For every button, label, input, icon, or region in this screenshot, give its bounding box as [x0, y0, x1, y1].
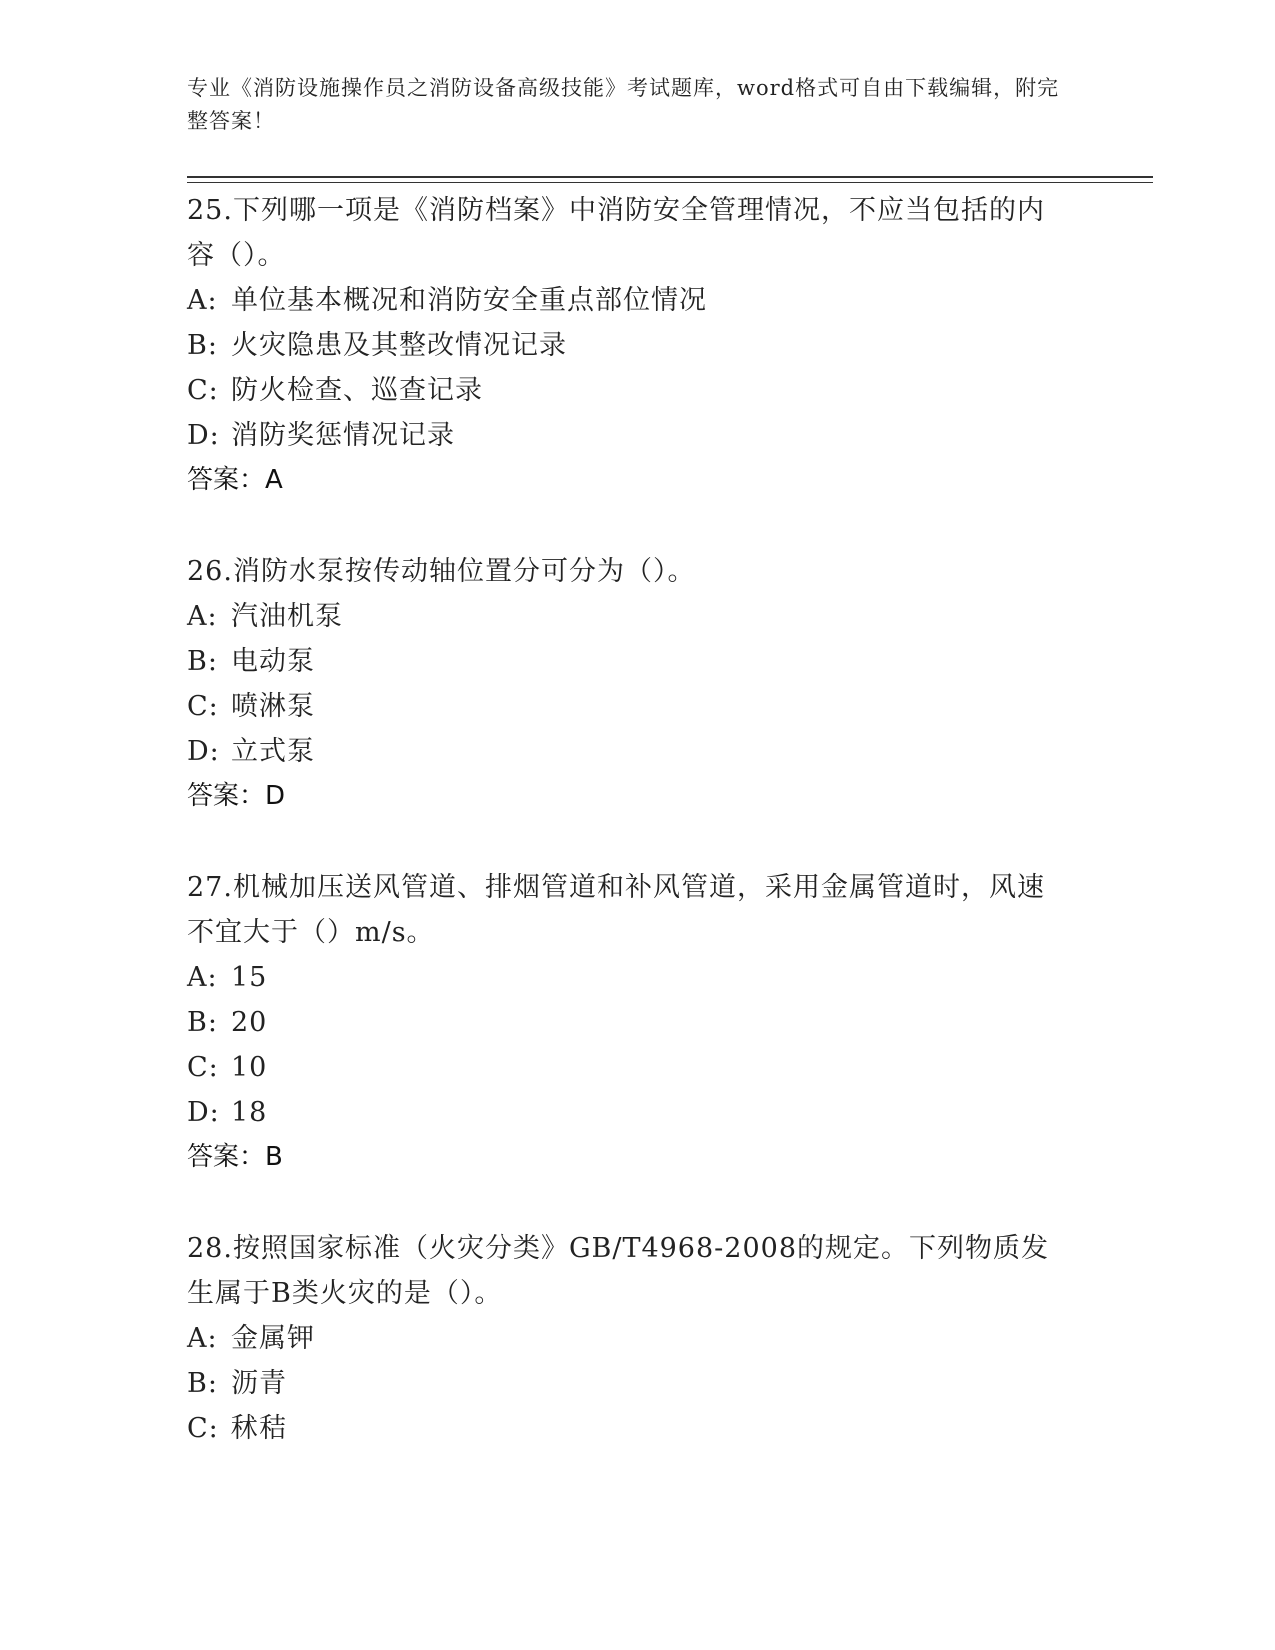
option-text: 15 — [231, 962, 268, 993]
answer-line: 答案：D — [187, 781, 286, 811]
option-letter: C: — [187, 375, 219, 406]
option-text: 防火检查、巡查记录 — [231, 375, 483, 406]
option-a — [187, 955, 1087, 1000]
option-text: 立式泵 — [231, 736, 315, 767]
option-text: 电动泵 — [231, 646, 315, 677]
option-d — [187, 1090, 1087, 1135]
option-letter: B: — [187, 646, 218, 677]
option-text: 秫秸 — [231, 1413, 287, 1444]
option-text: 消防奖惩情况记录 — [231, 420, 455, 451]
question-stem: 25.下列哪一项是《消防档案》中消防安全管理情况，不应当包括的内容（）。 — [187, 195, 1045, 271]
question-list — [187, 188, 1087, 1497]
option-text: 20 — [231, 1007, 268, 1038]
option-letter: A: — [187, 962, 218, 993]
question-25 — [187, 188, 1087, 503]
option-a — [187, 278, 1087, 323]
question-26 — [187, 549, 1087, 819]
option-c — [187, 1045, 1087, 1090]
option-letter: A: — [187, 601, 218, 632]
option-letter: A: — [187, 1323, 218, 1354]
option-letter: B: — [187, 1368, 218, 1399]
document-intro: 专业《消防设施操作员之消防设备高级技能》考试题库，word格式可自由下载编辑，附完整答案！ — [187, 76, 1060, 133]
option-c — [187, 684, 1087, 729]
option-text: 火灾隐患及其整改情况记录 — [231, 330, 567, 361]
option-letter: D: — [187, 420, 220, 451]
question-27 — [187, 865, 1087, 1180]
header-divider-thick — [187, 176, 1153, 178]
option-letter: C: — [187, 1052, 219, 1083]
option-text: 汽油机泵 — [231, 601, 343, 632]
option-d — [187, 729, 1087, 774]
option-letter: B: — [187, 330, 218, 361]
option-b — [187, 639, 1087, 684]
option-text: 10 — [231, 1052, 268, 1083]
option-letter: B: — [187, 1007, 218, 1038]
answer-line: 答案：A — [187, 465, 283, 495]
header-divider-thin — [187, 182, 1153, 183]
question-stem: 27.机械加压送风管道、排烟管道和补风管道，采用金属管道时，风速不宜大于（）m/s。 — [187, 872, 1045, 948]
option-letter: A: — [187, 285, 218, 316]
option-a — [187, 594, 1087, 639]
option-letter: D: — [187, 736, 220, 767]
answer-line: 答案：B — [187, 1142, 283, 1172]
option-b — [187, 323, 1087, 368]
option-c — [187, 1406, 1087, 1451]
option-text: 喷淋泵 — [231, 691, 315, 722]
option-letter: D: — [187, 1097, 220, 1128]
question-stem: 28.按照国家标准（火灾分类》GB/T4968-2008的规定。下列物质发生属于B类火灾的是（）。 — [187, 1233, 1050, 1309]
option-text: 沥青 — [231, 1368, 287, 1399]
option-text: 单位基本概况和消防安全重点部位情况 — [231, 285, 707, 316]
option-b — [187, 1000, 1087, 1045]
option-d — [187, 413, 1087, 458]
option-text: 金属钾 — [231, 1323, 315, 1354]
option-letter: C: — [187, 691, 219, 722]
question-stem: 26.消防水泵按传动轴位置分可分为（）。 — [187, 556, 696, 587]
option-b — [187, 1361, 1087, 1406]
option-a — [187, 1316, 1087, 1361]
option-letter: C: — [187, 1413, 219, 1444]
option-text: 18 — [231, 1097, 268, 1128]
question-28 — [187, 1226, 1087, 1451]
option-c — [187, 368, 1087, 413]
